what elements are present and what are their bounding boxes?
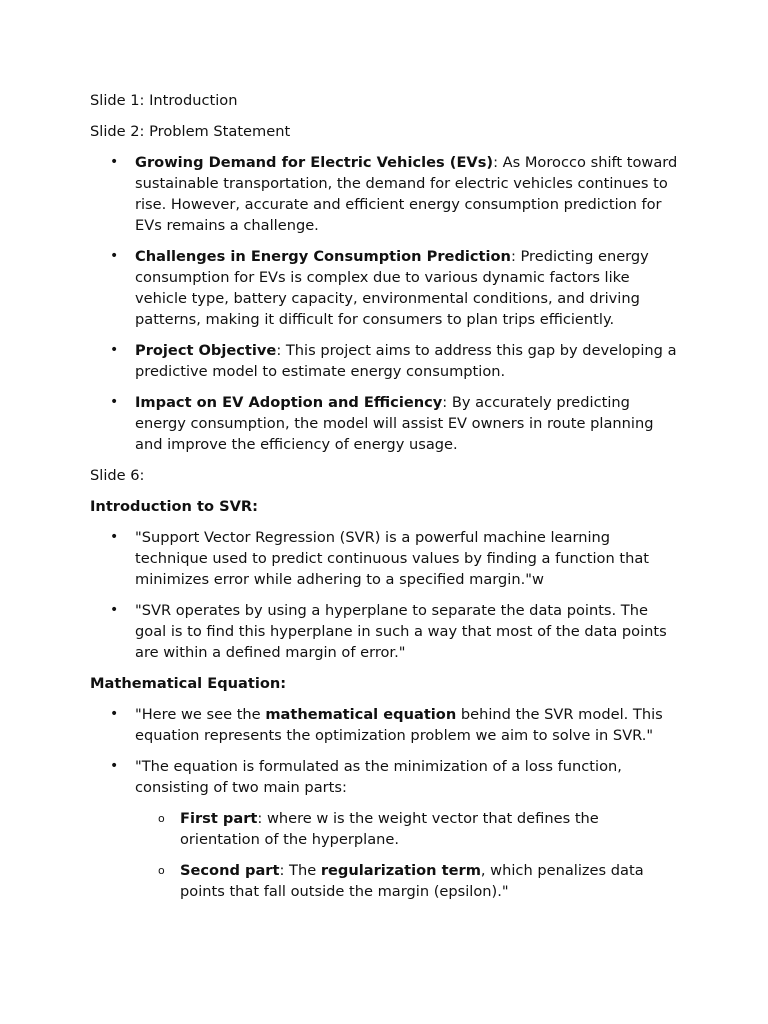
list-item: • "Support Vector Regression (SVR) is a powerful machine learning technique used to predict continuous values by finding a function that minimizes error while adhering to a specified margin."w (90, 527, 680, 590)
item-text: : Predicting energy consumption for EVs is complex due to various dynamic factors like vehicle type, battery capacity, environmental conditions, and driving patterns, making it difficult for consumers to plan trips efficiently. (135, 248, 649, 328)
slide1-heading: Slide 1: Introduction (90, 92, 238, 109)
slide6-heading: Slide 6: (90, 467, 145, 484)
svr-intro-heading: Introduction to SVR: (90, 498, 258, 515)
sub-list-item (135, 808, 680, 850)
problem-statement-list (90, 152, 680, 455)
item-text: : This project aims to address this gap by developing a predictive model to estimate energy consumption. (135, 342, 677, 380)
item-term: Challenges in Energy Consumption Prediction (135, 248, 511, 265)
list-item (90, 340, 680, 382)
sub-list (135, 808, 680, 902)
item-term: First part (180, 810, 258, 827)
document-page (90, 90, 680, 912)
sub-list-item (135, 860, 680, 902)
item-term: Impact on EV Adoption and Efficiency (135, 394, 443, 411)
list-item (90, 392, 680, 455)
slide2-heading: Slide 2: Problem Statement (90, 123, 291, 140)
math-heading: Mathematical Equation: (90, 675, 287, 692)
svr-intro-list (90, 527, 680, 663)
item-text: "The equation is formulated as the minimization of a loss function, consisting of two main parts: (135, 758, 622, 796)
math-list (90, 704, 680, 902)
item-bold: regularization term (320, 862, 481, 879)
item-text: "Here we see the (135, 706, 266, 723)
list-item (90, 756, 680, 902)
list-item (90, 152, 680, 236)
list-item (90, 704, 680, 746)
item-term: Growing Demand for Electric Vehicles (EVs) (135, 154, 494, 171)
item-text: : where w is the weight vector that defines the orientation of the hyperplane. (180, 810, 599, 848)
list-item: • "SVR operates by using a hyperplane to separate the data points. The goal is to find this hyperplane in such a way that most of the data points are within a defined margin of error." (90, 600, 680, 663)
item-text: : The (279, 862, 321, 879)
item-term: Second part (180, 862, 280, 879)
item-text: behind the SVR model. This equation represents the optimization problem we aim to solve in SVR." (135, 706, 663, 744)
item-bold: mathematical equation (265, 706, 457, 723)
item-text: , which penalizes data points that fall outside the margin (epsilon)." (180, 862, 644, 900)
item-text: : By accurately predicting energy consumption, the model will assist EV owners in route planning and improve the efficiency of energy usage. (135, 394, 654, 453)
item-text: : As Morocco shift toward sustainable transportation, the demand for electric vehicles continues to rise. However, accurate and efficient energy consumption prediction for EVs remains a challenge. (135, 154, 678, 234)
item-term: Project Objective (135, 342, 277, 359)
list-item (90, 246, 680, 330)
